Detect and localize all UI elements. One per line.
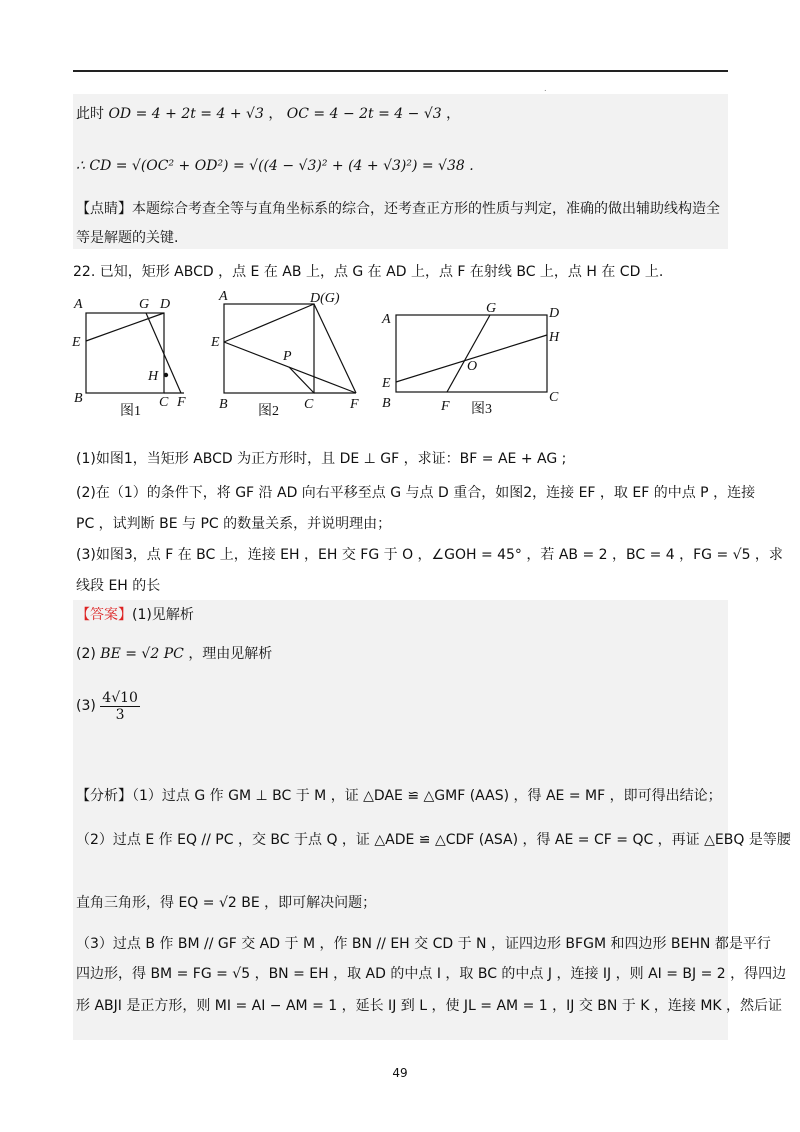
question-2b: PC ，试判断 BE 与 PC 的数量关系，并说明理由； — [76, 516, 392, 532]
problem-stem: 22. 已知，矩形 ABCD ，点 E 在 AB 上，点 G 在 AD 上，点 F 在射线 BC 上，点 H 在 CD 上. — [73, 264, 664, 280]
f1-label-d: D — [160, 297, 171, 312]
analysis-line-3: 直角三角形，得 EQ = √2 BE ，即可解决问题； — [76, 895, 377, 911]
question-3b: 线段 EH 的长 — [76, 578, 161, 594]
f2-label-dg: D(G) — [310, 291, 340, 306]
f2-caption: 图2 — [258, 404, 279, 419]
review-line-1: 【点睛】本题综合考查全等与直角坐标系的综合，还考查正方形的性质与判定，准确的做出辅助线构造全 — [76, 201, 720, 217]
f1-label-g: G — [139, 297, 150, 312]
f3-label-h: H — [549, 330, 560, 345]
f2-label-p: P — [283, 349, 292, 364]
page-number: 49 — [392, 1066, 408, 1080]
answer-line-1: 【答案】(1)见解析 — [76, 607, 194, 623]
analysis-line-6: 形 ABJI 是正方形，则 MI = AI − AM = 1 ，延长 IJ 到 L ，使 JL = AM = 1 ，IJ 交 BN 于 K ，连接 MK ，然后证 — [76, 998, 783, 1014]
question-1: (1)如图1，当矩形 ABCD 为正方形时，且 DE ⊥ GF ，求证：BF = AE + AG ; — [76, 451, 567, 467]
analysis-line-2: （2）过点 E 作 EQ // PC ，交 BC 于点 Q ，证 △ADE ≌ △CDF (ASA) ，得 AE = CF = QC ，再证 △EBQ 是等腰 — [76, 832, 791, 848]
f3-label-o: O — [467, 359, 478, 374]
f2-label-c: C — [304, 397, 314, 412]
header-dot: . — [544, 84, 547, 93]
answer-fraction: $\frac{4√10}{3}$ — [102, 689, 138, 723]
f1-caption: 图1 — [120, 404, 141, 419]
f2-label-e: E — [211, 335, 220, 350]
question-3a: (3)如图3，点 F 在 BC 上，连接 EH ，EH 交 FG 于 O ，∠GOH = 45° ，若 AB = 2 ，BC = 4 ，FG = √5 ，求 — [76, 547, 783, 563]
f2-label-f: F — [350, 397, 359, 412]
f3-caption: 图3 — [471, 402, 492, 417]
f3-label-e: E — [382, 376, 391, 391]
solution-line-2: ∴ CD = √(OC² + OD²) = √((4 − √3)² + (4 + √3)²) = √38 . — [76, 158, 474, 174]
f1-label-f: F — [177, 395, 186, 410]
figures — [0, 288, 800, 448]
answer-line-2: (2) BE = √2 PC ，理由见解析 — [76, 646, 273, 662]
f3-label-b: B — [382, 396, 391, 411]
f1-label-b: B — [74, 391, 83, 406]
header-rule — [73, 70, 728, 72]
f3-label-d: D — [549, 306, 560, 321]
analysis-line-1: 【分析】（1）过点 G 作 GM ⊥ BC 于 M ，证 △DAE ≌ △GMF (AAS) ，得 AE = MF ，即可得出结论； — [76, 788, 722, 804]
analysis-line-4: （3）过点 B 作 BM // GF 交 AD 于 M ，作 BN // EH 交 CD 于 N ，证四边形 BFGM 和四边形 BEHN 都是平行 — [76, 936, 771, 952]
f2-label-b: B — [219, 397, 228, 412]
solution-line-1: 此时 OD = 4 + 2t = 4 + √3 ， OC = 4 − 2t = 4 − √3 ， — [76, 106, 461, 122]
f3-label-c: C — [549, 390, 559, 405]
answer-line-3: (3) $\frac{4√10}{3}$ — [76, 689, 138, 723]
f3-label-f: F — [441, 399, 450, 414]
f3-label-a: A — [382, 312, 391, 327]
review-line-2: 等是解题的关键. — [76, 230, 179, 246]
analysis-line-5: 四边形，得 BM = FG = √5 ，BN = EH ，取 AD 的中点 I ，取 BC 的中点 J ，连接 IJ ，则 AI = BJ = 2 ，得四边 — [76, 966, 787, 982]
f3-label-g: G — [486, 301, 497, 316]
f1-label-a: A — [74, 297, 83, 312]
f1-label-c: C — [159, 395, 169, 410]
f1-label-h: H — [148, 369, 159, 384]
f1-label-e: E — [72, 335, 81, 350]
question-2a: (2)在（1）的条件下，将 GF 沿 AD 向右平移至点 G 与点 D 重合，如图2，连接 EF ，取 EF 的中点 P ，连接 — [76, 485, 756, 501]
f2-label-a: A — [219, 289, 228, 304]
point-h-dot — [164, 373, 168, 377]
